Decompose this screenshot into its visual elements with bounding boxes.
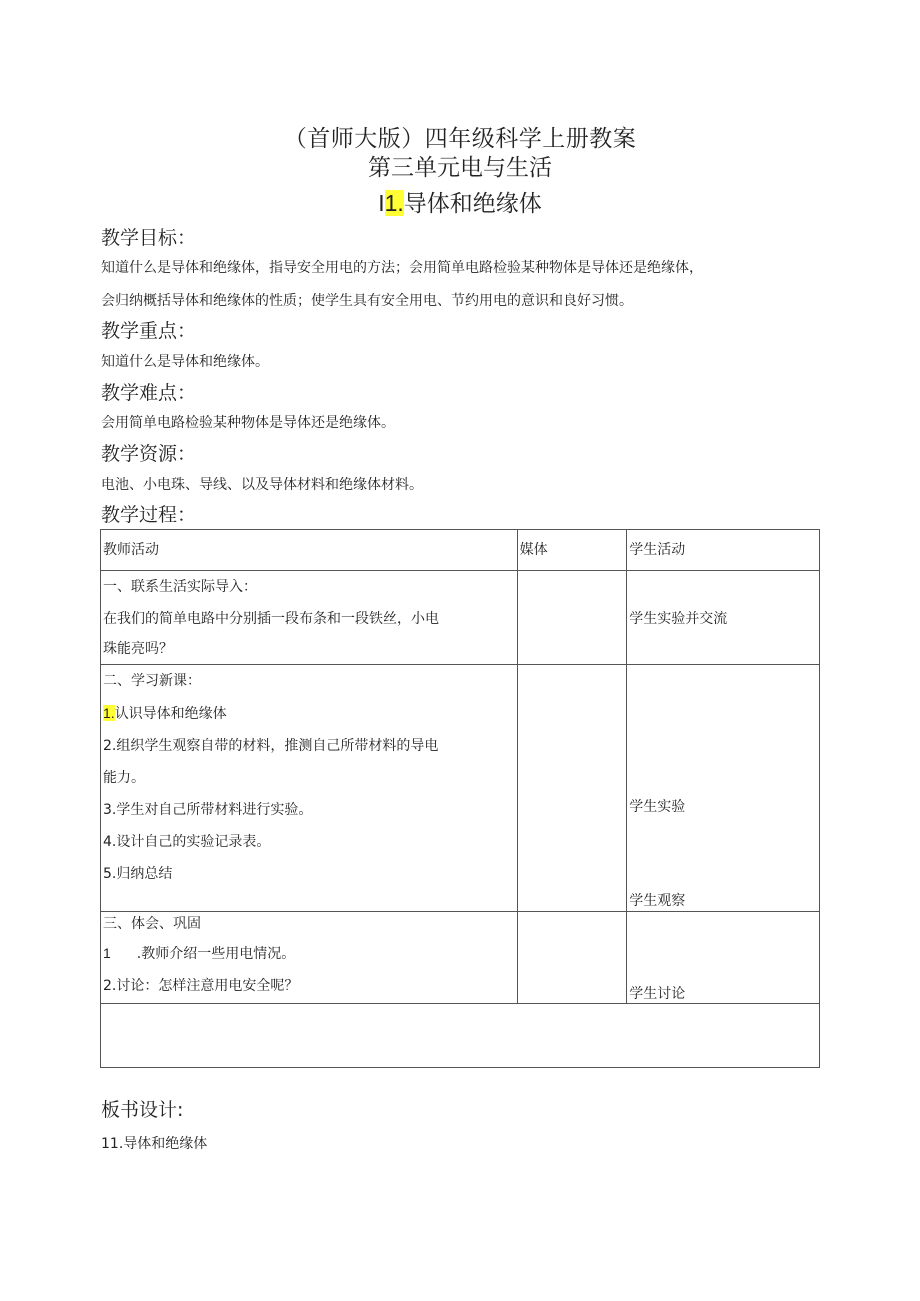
lesson-name: 导体和绝缘体 — [403, 191, 542, 217]
table-header-row — [101, 530, 820, 571]
media-cell — [517, 665, 627, 912]
objectives-line: 会归纳概括导体和绝缘体的性质；使学生具有安全用电、节约用电的意识和良好习惯。 — [101, 293, 633, 309]
header-teacher-activity: 教师活动 — [101, 530, 518, 571]
lesson-number-highlighted: 1. — [384, 190, 404, 216]
student-activity-cell: 学生实验 学生观察 — [627, 665, 820, 912]
resources-text: 电池、小电珠、导线、以及导体材料和绝缘体材料。 — [101, 477, 423, 493]
difficulties-text: 会用简单电路检验某种物体是导体还是绝缘体。 — [101, 415, 395, 431]
teacher-activity-cell: 二、学习新课： 1.认识导体和绝缘体 2.组织学生观察自带的材料，推测自己所带材料的导电 能力。 3.学生对自己所带材料进行实验。 4.设计自己的实验记录表。 5.归纳总结 — [101, 665, 518, 912]
lesson-prefix-plain: I — [378, 190, 385, 216]
document-title: （首师大版）四年级科学上册教案 — [283, 126, 637, 152]
key-points-heading: 教学重点： — [101, 320, 197, 342]
key-points-text: 知道什么是导体和绝缘体。 — [101, 354, 269, 370]
table-row-empty — [101, 1004, 820, 1068]
table-row — [101, 912, 820, 1004]
teaching-process-table — [100, 529, 820, 1068]
table-row — [101, 665, 820, 912]
board-design-heading: 板书设计: — [101, 1099, 184, 1121]
media-cell — [517, 912, 627, 1004]
header-student-activity: 学生活动 — [627, 530, 820, 571]
empty-notes-cell — [101, 1004, 820, 1068]
item-1: 1.认识导体和绝缘体 — [103, 705, 227, 722]
process-heading: 教学过程： — [101, 504, 197, 526]
student-activity-cell: 学生讨论 — [627, 912, 820, 1004]
teacher-activity-cell: 一、联系生活实际导入： 在我们的简单电路中分别插一段布条和一段铁丝，小电 珠能亮吗？ — [101, 571, 518, 665]
lesson-title — [0, 186, 920, 221]
student-activity-cell: 学生实验并交流 — [627, 571, 820, 665]
media-cell — [517, 571, 627, 665]
board-design-text: 11.导体和绝缘体 — [101, 1136, 208, 1152]
difficulties-heading: 教学难点： — [101, 382, 197, 404]
header-media: 媒体 — [517, 530, 627, 571]
resources-heading: 教学资源： — [101, 443, 197, 465]
teacher-activity-cell: 三、体会、巩固 1 .教师介绍一些用电情况。 2.讨论：怎样注意用电安全呢？ — [101, 912, 518, 1004]
objectives-text — [101, 252, 831, 318]
objectives-line: 知道什么是导体和绝缘体，指导安全用电的方法；会用简单电路检验某种物体是导体还是绝缘体， — [101, 260, 703, 276]
unit-title: 第三单元电与生活 — [368, 155, 552, 181]
objectives-heading: 教学目标： — [101, 227, 197, 249]
table-row — [101, 571, 820, 665]
